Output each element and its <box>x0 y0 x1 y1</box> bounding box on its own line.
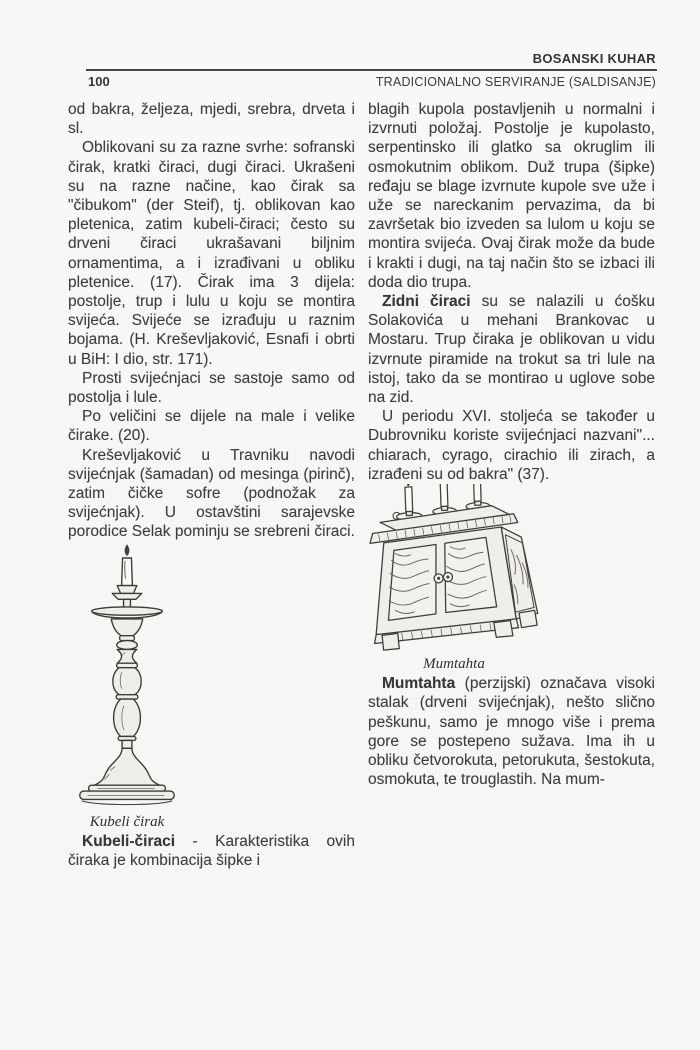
book-title: BOSANSKI KUHAR <box>532 51 656 66</box>
figure-caption-mumtahta: Mumtahta <box>423 656 485 673</box>
candle-cabinet-illustration <box>368 484 540 652</box>
page-number: 100 <box>88 74 110 89</box>
term-zidni-ciraci: Zidni čiraci <box>382 293 471 311</box>
left-column <box>68 100 355 870</box>
figure-caption-kubeli-cirak: Kubeli čirak <box>89 813 165 830</box>
term-mumtahta: Mumtahta <box>382 675 456 693</box>
paragraph: Kubeli-čiraci - Karakteristika ovih čiraka je kombinacija šipke i <box>68 832 355 870</box>
paragraph: od bakra, željeza, mjedi, srebra, drveta i sl. <box>68 101 355 138</box>
chapter-title: TRADICIONALNO SERVIRANJE (SALDISANJE) <box>375 75 656 89</box>
figure-kubeli-cirak <box>68 542 186 832</box>
paragraph: U periodu XVI. stoljeća se također u Dubrovniku koriste svijećnjaci nazvani"... chiarach, cyrago, cirachio ili zirach, a izrađeni su od bakra" (37). <box>368 408 655 483</box>
candlestick-illustration <box>68 542 186 810</box>
paragraph: Zidni čiraci su se nalazili u ćošku Solakovića u mehani Brankovac u Mostaru. Trup čiraka je oblikovan u vidu izvrnute piramide na trokut sa tri lule na istoj, tako da se montirao u uglove sobe na zid. <box>368 293 655 407</box>
paragraph: Oblikovani su za razne svrhe: sofranski čirak, kratki čiraci, dugi čiraci. Ukrašeni su na razne načine, kao čirak sa "čibukom" (der Steif), tj. oblikovan kao pletenica, zatim kubeli-čiraci; često su drveni čiraci ukrašavani biljnim ornamentima, a i izrađivani u obliku pletenice. (17). Čirak ima 3 dijela: postolje, trup i lulu u koju se montira svijeća. Svijeće se izrađuju u raznim bojama. (H. Kreševljaković, Esnafi i obrti u BiH: I dio, str. 171). <box>68 139 355 368</box>
term-kubeli-ciraci: Kubeli-čiraci <box>82 832 176 850</box>
paragraph: Po veličini se dijele na male i velike čirake. (20). <box>68 408 355 445</box>
paragraph: blagih kupola postavljenih u normalni i izvrnuti položaj. Postolje je kupolasto, serpentinsko ili glatko sa okruglim ili osmokutnim oblikom. Duž trupa (šipke) ređaju se blage izvrnute kupole sve uže i uže se nareckanim pervazima, da bi završetak bio izveden sa lulom u koju se montira svijeća. Ovaj čirak može da bude i krakti i dugi, na taj način što se izbaci ili doda dio trupa. <box>368 101 655 291</box>
paragraph: Prosti svijećnjaci se sastoje samo od postolja i lule. <box>68 369 355 407</box>
paragraph: Mumtahta (perzijski) označava visoki stalak (drveni svijećnjak), nešto slično peškunu, samo je mnogo više i prema gore se postepeno sužava. Ima ih u obliku četvorokuta, petorukuta, šestokuta, osmokuta, te trouglastih. Na mum- <box>368 675 655 789</box>
figure-mumtahta <box>368 484 540 674</box>
right-column <box>368 100 655 789</box>
paragraph: Kreševljaković u Travniku navodi svijećnjak (šamadan) od mesinga (pirinč), zatim čičke sofre (podnožak za svijećnjak). U ostavštini sarajevske porodice Selak pominju se srebreni čiraci. <box>68 446 355 541</box>
header-rule <box>86 69 657 71</box>
